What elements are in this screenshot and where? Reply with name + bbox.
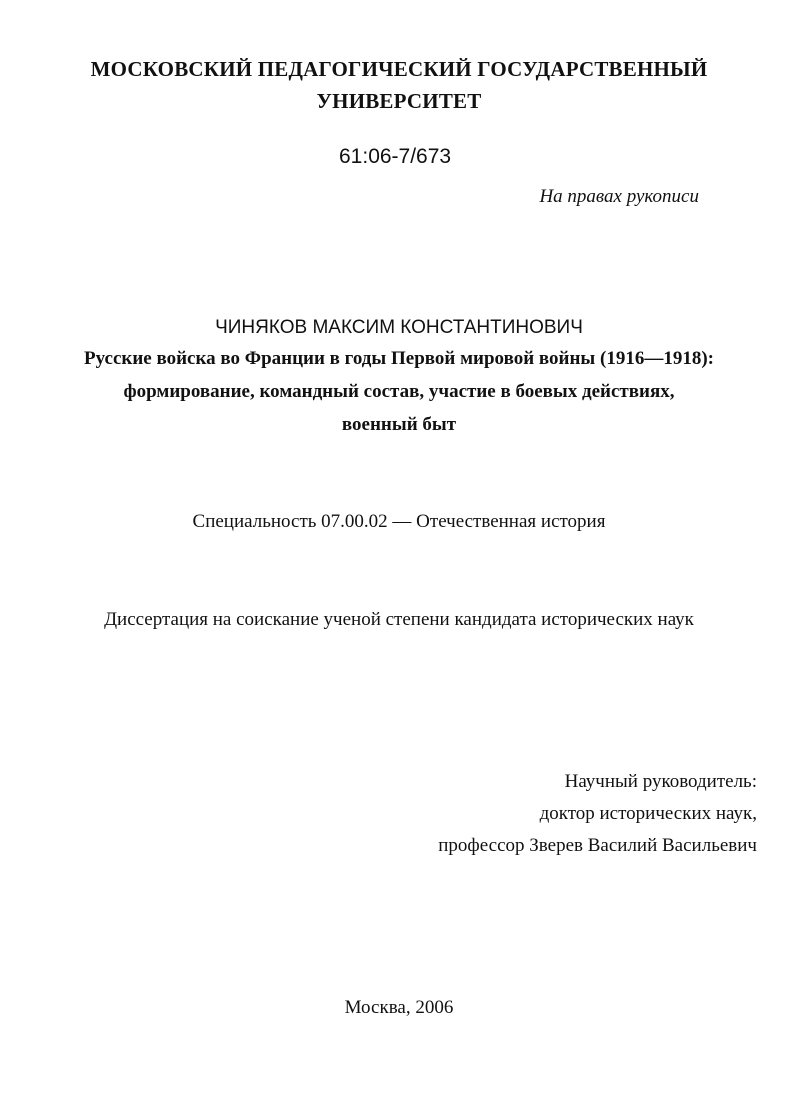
specialty: Специальность 07.00.02 — Отечественная история [192,511,606,532]
catalog-code: 61:06-7/673 [339,145,452,168]
dissertation-title-line-3: военный быт [341,414,457,435]
dissertation-title-line-1: Русские войска во Франции в годы Первой мировой войны (1916—1918): [83,348,714,369]
author-name: ЧИНЯКОВ МАКСИМ КОНСТАНТИНОВИЧ [215,317,583,338]
degree-statement: Диссертация на соискание ученой степени кандидата исторических наук [104,609,694,630]
dissertation-title-line-2: формирование, командный состав, участие в боевых действиях, [123,381,675,402]
supervisor-degree: доктор исторических наук, [539,803,757,824]
supervisor-heading: Научный руководитель: [564,771,757,792]
supervisor-name: профессор Зверев Василий Васильевич [438,835,757,856]
place-and-year: Москва, 2006 [344,997,454,1018]
manuscript-rights-note: На правах рукописи [539,186,699,207]
university-name-line-1: МОСКОВСКИЙ ПЕДАГОГИЧЕСКИЙ ГОСУДАРСТВЕННЫЙ [90,57,708,81]
university-name-line-2: УНИВЕРСИТЕТ [316,89,482,113]
